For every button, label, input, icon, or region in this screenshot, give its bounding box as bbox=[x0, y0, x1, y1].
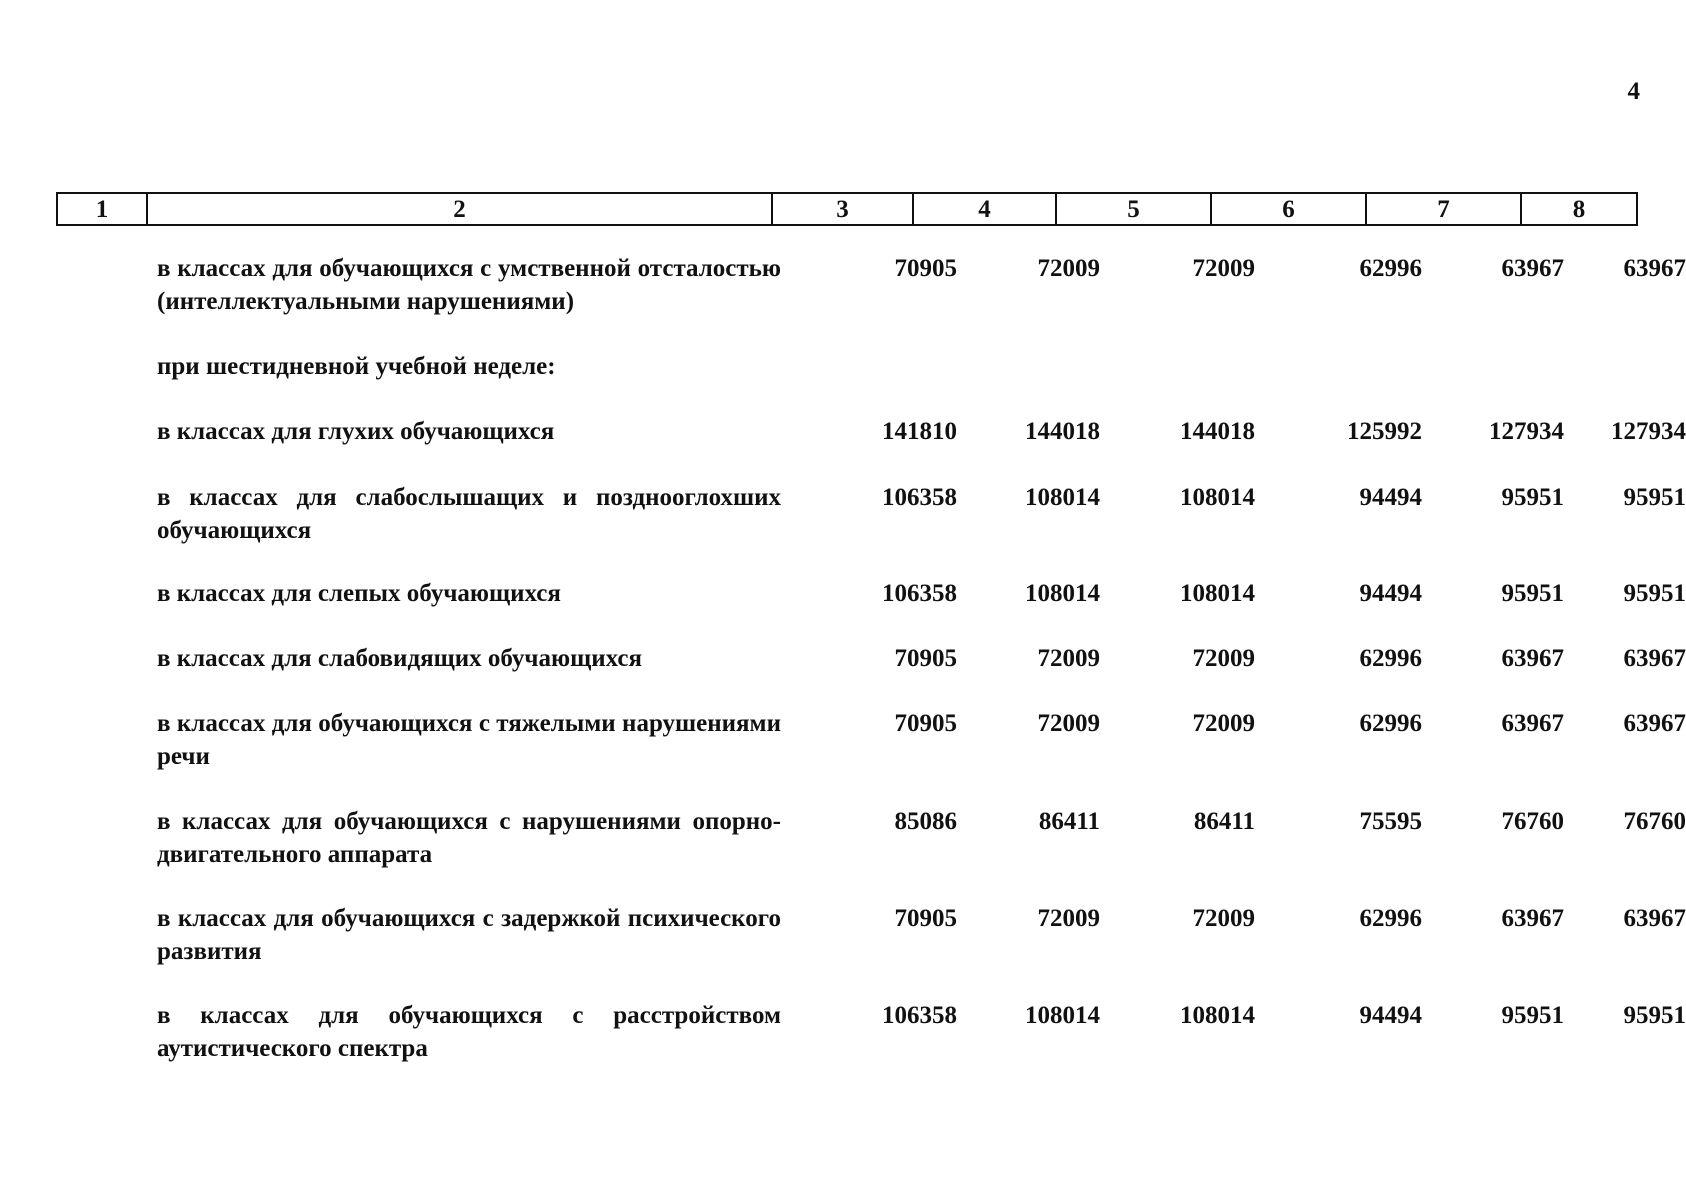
cell-col-5: 108014 bbox=[1180, 484, 1255, 511]
cell-col-4: 72009 bbox=[1037, 710, 1100, 737]
cell-col-4: 108014 bbox=[1025, 580, 1100, 607]
cell-col-8: 63967 bbox=[1623, 645, 1686, 672]
section-heading: при шестидневной учебной неделе: bbox=[157, 353, 556, 380]
table-row bbox=[56, 805, 1686, 871]
cell-col-7: 63967 bbox=[1501, 645, 1564, 672]
cell-col-7: 63967 bbox=[1501, 710, 1564, 737]
cell-col-4: 72009 bbox=[1037, 645, 1100, 672]
cell-col-3: 106358 bbox=[882, 1002, 957, 1029]
cell-col-7: 95951 bbox=[1501, 580, 1564, 607]
column-header-3: 3 bbox=[773, 194, 914, 224]
cell-col-8: 76760 bbox=[1623, 808, 1686, 835]
cell-col-3: 85086 bbox=[894, 808, 957, 835]
cell-col-4: 108014 bbox=[1025, 484, 1100, 511]
cell-col-7: 95951 bbox=[1501, 484, 1564, 511]
cell-col-4: 108014 bbox=[1025, 1002, 1100, 1029]
cell-col-6: 94494 bbox=[1359, 580, 1422, 607]
cell-col-4: 72009 bbox=[1037, 255, 1100, 282]
cell-col-8: 63967 bbox=[1623, 710, 1686, 737]
row-description: в классах для обучающихся с задержкой психического развития bbox=[157, 905, 781, 965]
cell-col-8: 127934 bbox=[1611, 418, 1686, 445]
cell-col-6: 125992 bbox=[1347, 418, 1422, 445]
cell-col-8: 95951 bbox=[1623, 580, 1686, 607]
cell-col-3: 106358 bbox=[882, 580, 957, 607]
cell-col-7: 127934 bbox=[1489, 418, 1564, 445]
column-header-5: 5 bbox=[1057, 194, 1212, 224]
column-header-2: 2 bbox=[148, 194, 773, 224]
cell-col-4: 144018 bbox=[1025, 418, 1100, 445]
table-row bbox=[56, 577, 1686, 610]
table-row bbox=[56, 902, 1686, 968]
cell-col-8: 63967 bbox=[1623, 905, 1686, 932]
row-description: в классах для слабослышащих и позднооглохших обучающихся bbox=[157, 484, 781, 544]
cell-col-7: 76760 bbox=[1501, 808, 1564, 835]
cell-col-3: 141810 bbox=[882, 418, 957, 445]
cell-col-6: 62996 bbox=[1359, 255, 1422, 282]
cell-col-5: 144018 bbox=[1180, 418, 1255, 445]
cell-col-5: 86411 bbox=[1193, 808, 1255, 835]
cell-col-3: 70905 bbox=[894, 645, 957, 672]
cell-col-5: 72009 bbox=[1192, 710, 1255, 737]
cell-col-4: 72009 bbox=[1037, 905, 1100, 932]
cell-col-3: 70905 bbox=[894, 905, 957, 932]
row-description: в классах для обучающихся с умственной отсталостью (интеллектуальными нарушениями) bbox=[157, 255, 781, 315]
cell-col-7: 63967 bbox=[1501, 905, 1564, 932]
section-heading-row bbox=[56, 350, 781, 383]
cell-col-6: 94494 bbox=[1359, 1002, 1422, 1029]
column-header-8: 8 bbox=[1572, 196, 1586, 223]
row-description: в классах для слабовидящих обучающихся bbox=[157, 645, 643, 672]
cell-col-6: 62996 bbox=[1359, 710, 1422, 737]
cell-col-8: 95951 bbox=[1623, 1002, 1686, 1029]
cell-col-6: 62996 bbox=[1359, 905, 1422, 932]
cell-col-5: 72009 bbox=[1192, 255, 1255, 282]
column-header-4: 4 bbox=[914, 194, 1057, 224]
cell-col-6: 62996 bbox=[1359, 645, 1422, 672]
table-header-row bbox=[56, 192, 1638, 226]
cell-col-3: 106358 bbox=[882, 484, 957, 511]
cell-col-5: 72009 bbox=[1192, 905, 1255, 932]
table-row bbox=[56, 415, 1686, 448]
page-number: 4 bbox=[1627, 78, 1640, 105]
cell-col-8: 95951 bbox=[1623, 484, 1686, 511]
table-row bbox=[56, 642, 1686, 675]
row-description: в классах для слепых обучающихся bbox=[157, 580, 561, 607]
cell-col-6: 94494 bbox=[1359, 484, 1422, 511]
table-row bbox=[56, 707, 1686, 773]
table-row bbox=[56, 999, 1686, 1065]
row-description: в классах для обучающихся с расстройством аутистического спектра bbox=[157, 1002, 781, 1062]
cell-col-4: 86411 bbox=[1038, 808, 1100, 835]
cell-col-5: 108014 bbox=[1180, 1002, 1255, 1029]
cell-col-5: 108014 bbox=[1180, 580, 1255, 607]
row-description: в классах для обучающихся с тяжелыми нарушениями речи bbox=[157, 710, 781, 770]
row-description: в классах для обучающихся с нарушениями опорно-двигательного аппарата bbox=[157, 808, 781, 868]
cell-col-8: 63967 bbox=[1623, 255, 1686, 282]
cell-col-6: 75595 bbox=[1359, 808, 1422, 835]
cell-col-5: 72009 bbox=[1192, 645, 1255, 672]
cell-col-3: 70905 bbox=[894, 710, 957, 737]
cell-col-7: 63967 bbox=[1501, 255, 1564, 282]
table-row bbox=[56, 252, 1686, 318]
table-row bbox=[56, 481, 1686, 547]
cell-col-3: 70905 bbox=[894, 255, 957, 282]
column-header-1: 1 bbox=[58, 194, 148, 224]
cell-col-7: 95951 bbox=[1501, 1002, 1564, 1029]
row-description: в классах для глухих обучающихся bbox=[157, 418, 555, 445]
column-header-6: 6 bbox=[1212, 194, 1367, 224]
column-header-7: 7 bbox=[1367, 194, 1522, 224]
